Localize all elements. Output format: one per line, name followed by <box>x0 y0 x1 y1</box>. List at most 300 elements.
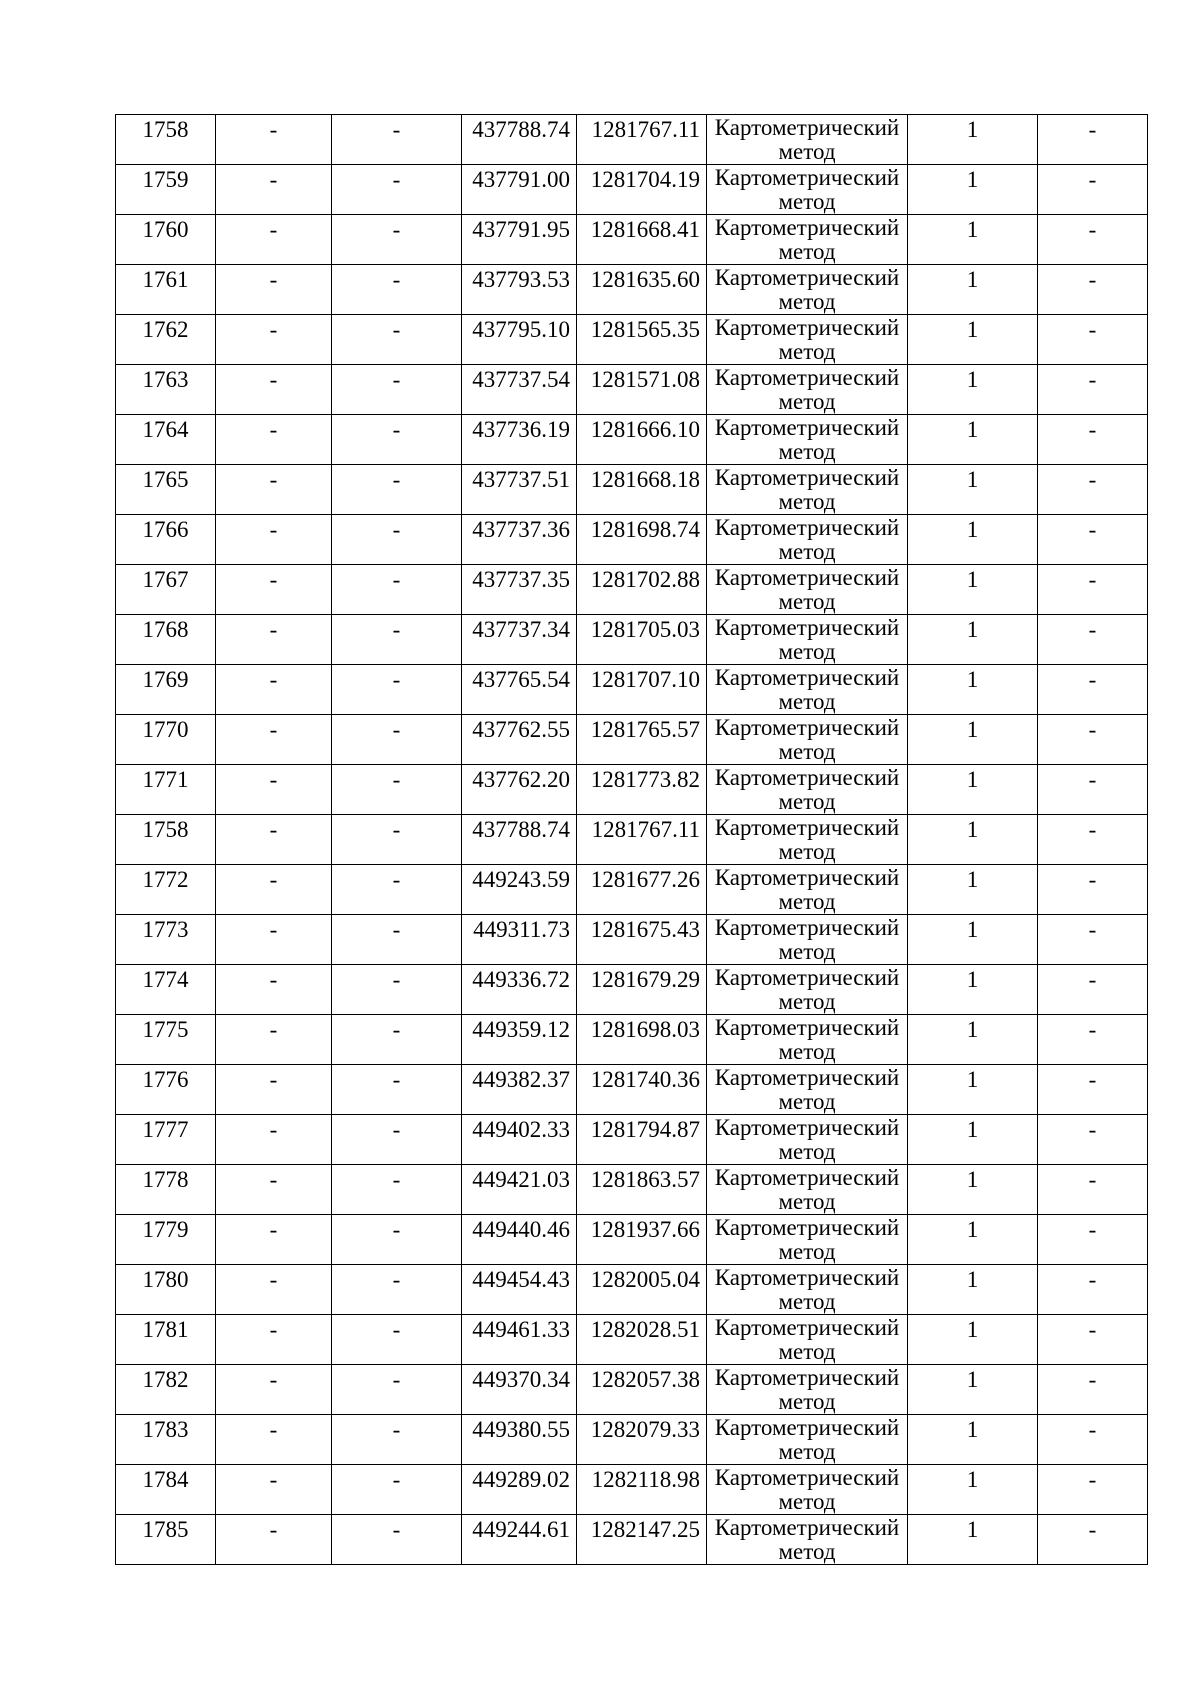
method-cell-text: Картометрический метод <box>714 865 900 914</box>
y-coordinate-cell-text: 1282028.51 <box>590 1317 700 1342</box>
method-cell-text: Картометрический метод <box>714 465 900 514</box>
y-coordinate-cell <box>577 1315 707 1365</box>
note-cell <box>1038 1115 1148 1165</box>
accuracy-cell <box>908 365 1038 415</box>
note-cell <box>1038 715 1148 765</box>
empty-value-cell <box>332 465 462 515</box>
method-cell <box>707 215 908 265</box>
empty-value-cell <box>332 1015 462 1065</box>
note-cell-text: - <box>1088 1167 1097 1192</box>
empty-value-cell <box>216 565 332 615</box>
empty-value-cell-text: - <box>269 867 278 892</box>
empty-value-cell-text: - <box>392 967 401 992</box>
y-coordinate-cell <box>577 765 707 815</box>
accuracy-cell-text: 1 <box>966 467 979 492</box>
note-cell <box>1038 1165 1148 1215</box>
y-coordinate-cell-text: 1281565.35 <box>590 317 700 342</box>
table-row <box>116 215 1148 265</box>
method-cell <box>707 1165 908 1215</box>
method-cell <box>707 715 908 765</box>
empty-value-cell <box>216 965 332 1015</box>
x-coordinate-cell-text: 437793.53 <box>472 267 570 292</box>
x-coordinate-cell-text: 437737.36 <box>472 517 570 542</box>
empty-value-cell <box>216 1465 332 1515</box>
empty-value-cell <box>332 215 462 265</box>
x-coordinate-cell-text: 437791.95 <box>472 217 570 242</box>
table-row <box>116 515 1148 565</box>
empty-value-cell-text: - <box>269 1317 278 1342</box>
point-number-cell-text: 1758 <box>142 817 189 842</box>
empty-value-cell-text: - <box>269 767 278 792</box>
x-coordinate-cell <box>462 265 577 315</box>
note-cell-text: - <box>1088 317 1097 342</box>
note-cell <box>1038 815 1148 865</box>
note-cell <box>1038 1465 1148 1515</box>
accuracy-cell-text: 1 <box>966 717 979 742</box>
method-cell-text: Картометрический метод <box>714 365 900 414</box>
y-coordinate-cell-text: 1281698.74 <box>590 517 700 542</box>
note-cell <box>1038 1415 1148 1465</box>
accuracy-cell-text: 1 <box>966 1017 979 1042</box>
empty-value-cell-text: - <box>269 1517 278 1542</box>
table-row <box>116 315 1148 365</box>
note-cell-text: - <box>1088 767 1097 792</box>
method-cell <box>707 915 908 965</box>
empty-value-cell-text: - <box>269 1417 278 1442</box>
point-number-cell-text: 1772 <box>142 867 189 892</box>
method-cell-text: Картометрический метод <box>714 1515 900 1564</box>
empty-value-cell-text: - <box>392 217 401 242</box>
table-row <box>116 1465 1148 1515</box>
note-cell <box>1038 1265 1148 1315</box>
method-cell-text: Картометрический метод <box>714 515 900 564</box>
note-cell-text: - <box>1088 567 1097 592</box>
empty-value-cell-text: - <box>269 817 278 842</box>
method-cell <box>707 765 908 815</box>
table-row <box>116 865 1148 915</box>
method-cell-text: Картометрический метод <box>714 565 900 614</box>
table-row <box>116 115 1148 165</box>
note-cell-text: - <box>1088 667 1097 692</box>
accuracy-cell-text: 1 <box>966 417 979 442</box>
empty-value-cell-text: - <box>392 267 401 292</box>
point-number-cell <box>116 1315 216 1365</box>
accuracy-cell <box>908 1115 1038 1165</box>
x-coordinate-cell <box>462 365 577 415</box>
y-coordinate-cell-text: 1281863.57 <box>590 1167 700 1192</box>
empty-value-cell-text: - <box>269 1117 278 1142</box>
accuracy-cell-text: 1 <box>966 1317 979 1342</box>
empty-value-cell <box>216 115 332 165</box>
accuracy-cell <box>908 715 1038 765</box>
table-row <box>116 415 1148 465</box>
y-coordinate-cell <box>577 1515 707 1565</box>
method-cell <box>707 465 908 515</box>
x-coordinate-cell <box>462 165 577 215</box>
empty-value-cell <box>216 1215 332 1265</box>
x-coordinate-cell-text: 449382.37 <box>472 1067 570 1092</box>
method-cell <box>707 615 908 665</box>
note-cell-text: - <box>1088 1467 1097 1492</box>
method-cell-text: Картометрический метод <box>714 215 900 264</box>
y-coordinate-cell-text: 1281698.03 <box>590 1017 700 1042</box>
point-number-cell <box>116 915 216 965</box>
note-cell-text: - <box>1088 267 1097 292</box>
y-coordinate-cell <box>577 165 707 215</box>
method-cell-text: Картометрический метод <box>714 1265 900 1314</box>
y-coordinate-cell-text: 1281635.60 <box>590 267 700 292</box>
empty-value-cell-text: - <box>269 667 278 692</box>
accuracy-cell-text: 1 <box>966 517 979 542</box>
method-cell-text: Картометрический метод <box>714 915 900 964</box>
x-coordinate-cell <box>462 665 577 715</box>
table-row <box>116 715 1148 765</box>
table-row <box>116 665 1148 715</box>
empty-value-cell-text: - <box>392 1417 401 1442</box>
point-number-cell-text: 1761 <box>142 267 189 292</box>
accuracy-cell <box>908 915 1038 965</box>
empty-value-cell <box>216 315 332 365</box>
y-coordinate-cell <box>577 365 707 415</box>
empty-value-cell-text: - <box>392 667 401 692</box>
note-cell-text: - <box>1088 917 1097 942</box>
point-number-cell <box>116 415 216 465</box>
note-cell <box>1038 765 1148 815</box>
empty-value-cell <box>216 1115 332 1165</box>
point-number-cell <box>116 1415 216 1465</box>
y-coordinate-cell-text: 1281767.11 <box>591 817 700 842</box>
empty-value-cell-text: - <box>269 917 278 942</box>
empty-value-cell <box>216 865 332 915</box>
point-number-cell <box>116 965 216 1015</box>
accuracy-cell <box>908 1315 1038 1365</box>
point-number-cell-text: 1771 <box>142 767 189 792</box>
method-cell-text: Картометрический метод <box>714 1365 900 1414</box>
x-coordinate-cell <box>462 865 577 915</box>
table-row <box>116 1215 1148 1265</box>
empty-value-cell-text: - <box>269 967 278 992</box>
method-cell <box>707 1265 908 1315</box>
empty-value-cell <box>332 415 462 465</box>
y-coordinate-cell-text: 1281666.10 <box>590 417 700 442</box>
method-cell <box>707 365 908 415</box>
y-coordinate-cell <box>577 915 707 965</box>
note-cell <box>1038 315 1148 365</box>
point-number-cell-text: 1765 <box>142 467 189 492</box>
empty-value-cell <box>216 1065 332 1115</box>
empty-value-cell <box>332 965 462 1015</box>
x-coordinate-cell-text: 449336.72 <box>472 967 570 992</box>
empty-value-cell <box>332 815 462 865</box>
method-cell <box>707 565 908 615</box>
point-number-cell-text: 1774 <box>142 967 189 992</box>
empty-value-cell-text: - <box>269 717 278 742</box>
method-cell-text: Картометрический метод <box>714 1015 900 1064</box>
empty-value-cell <box>216 615 332 665</box>
x-coordinate-cell <box>462 1365 577 1415</box>
empty-value-cell <box>332 1115 462 1165</box>
method-cell <box>707 115 908 165</box>
point-number-cell-text: 1764 <box>142 417 189 442</box>
x-coordinate-cell <box>462 315 577 365</box>
y-coordinate-cell <box>577 1165 707 1215</box>
x-coordinate-cell <box>462 1165 577 1215</box>
accuracy-cell-text: 1 <box>966 667 979 692</box>
empty-value-cell-text: - <box>392 1217 401 1242</box>
method-cell <box>707 315 908 365</box>
empty-value-cell <box>332 1265 462 1315</box>
empty-value-cell <box>332 515 462 565</box>
empty-value-cell <box>332 1315 462 1365</box>
table-row <box>116 1065 1148 1115</box>
y-coordinate-cell <box>577 465 707 515</box>
y-coordinate-cell <box>577 215 707 265</box>
accuracy-cell <box>908 165 1038 215</box>
note-cell-text: - <box>1088 167 1097 192</box>
accuracy-cell-text: 1 <box>966 1117 979 1142</box>
point-number-cell <box>116 765 216 815</box>
x-coordinate-cell-text: 449440.46 <box>472 1217 570 1242</box>
y-coordinate-cell <box>577 115 707 165</box>
empty-value-cell-text: - <box>392 917 401 942</box>
empty-value-cell-text: - <box>269 1217 278 1242</box>
method-cell-text: Картометрический метод <box>714 415 900 464</box>
accuracy-cell-text: 1 <box>966 617 979 642</box>
x-coordinate-cell <box>462 215 577 265</box>
y-coordinate-cell-text: 1281702.88 <box>590 567 700 592</box>
x-coordinate-cell-text: 437795.10 <box>472 317 570 342</box>
point-number-cell-text: 1777 <box>142 1117 189 1142</box>
table-row <box>116 1315 1148 1365</box>
y-coordinate-cell <box>577 1365 707 1415</box>
x-coordinate-cell-text: 449461.33 <box>472 1317 570 1342</box>
point-number-cell-text: 1783 <box>142 1417 189 1442</box>
accuracy-cell <box>908 1015 1038 1065</box>
x-coordinate-cell-text: 437791.00 <box>472 167 570 192</box>
empty-value-cell <box>216 915 332 965</box>
x-coordinate-cell-text: 437737.34 <box>472 617 570 642</box>
note-cell <box>1038 415 1148 465</box>
empty-value-cell-text: - <box>269 167 278 192</box>
y-coordinate-cell <box>577 1015 707 1065</box>
accuracy-cell <box>908 1065 1038 1115</box>
y-coordinate-cell-text: 1282057.38 <box>590 1367 700 1392</box>
method-cell-text: Картометрический метод <box>714 115 900 164</box>
empty-value-cell <box>216 465 332 515</box>
y-coordinate-cell-text: 1281767.11 <box>591 117 700 142</box>
table-row <box>116 465 1148 515</box>
point-number-cell <box>116 515 216 565</box>
point-number-cell-text: 1769 <box>142 667 189 692</box>
empty-value-cell <box>332 1215 462 1265</box>
accuracy-cell-text: 1 <box>966 1467 979 1492</box>
table-row <box>116 1015 1148 1065</box>
accuracy-cell <box>908 1365 1038 1415</box>
table-row <box>116 815 1148 865</box>
empty-value-cell-text: - <box>269 1267 278 1292</box>
point-number-cell <box>116 1465 216 1515</box>
y-coordinate-cell <box>577 615 707 665</box>
note-cell <box>1038 115 1148 165</box>
accuracy-cell-text: 1 <box>966 1167 979 1192</box>
point-number-cell <box>116 715 216 765</box>
note-cell-text: - <box>1088 117 1097 142</box>
y-coordinate-cell-text: 1282118.98 <box>591 1467 700 1492</box>
point-number-cell <box>116 165 216 215</box>
x-coordinate-cell-text: 449359.12 <box>472 1017 570 1042</box>
note-cell-text: - <box>1088 867 1097 892</box>
note-cell <box>1038 1065 1148 1115</box>
method-cell <box>707 865 908 915</box>
empty-value-cell <box>332 1165 462 1215</box>
method-cell <box>707 1515 908 1565</box>
x-coordinate-cell <box>462 415 577 465</box>
empty-value-cell <box>332 1365 462 1415</box>
empty-value-cell <box>216 665 332 715</box>
point-number-cell <box>116 365 216 415</box>
accuracy-cell <box>908 1215 1038 1265</box>
empty-value-cell <box>216 215 332 265</box>
empty-value-cell <box>216 1015 332 1065</box>
accuracy-cell <box>908 1165 1038 1215</box>
empty-value-cell <box>216 265 332 315</box>
accuracy-cell <box>908 1465 1038 1515</box>
point-number-cell <box>116 1015 216 1065</box>
y-coordinate-cell-text: 1282079.33 <box>590 1417 700 1442</box>
x-coordinate-cell <box>462 1265 577 1315</box>
x-coordinate-cell-text: 449402.33 <box>472 1117 570 1142</box>
method-cell <box>707 815 908 865</box>
table-row <box>116 1165 1148 1215</box>
empty-value-cell-text: - <box>392 1167 401 1192</box>
accuracy-cell <box>908 265 1038 315</box>
note-cell <box>1038 865 1148 915</box>
point-number-cell-text: 1759 <box>142 167 189 192</box>
accuracy-cell <box>908 1515 1038 1565</box>
y-coordinate-cell-text: 1282005.04 <box>590 1267 700 1292</box>
accuracy-cell <box>908 1265 1038 1315</box>
y-coordinate-cell-text: 1281794.87 <box>590 1117 700 1142</box>
empty-value-cell-text: - <box>392 1467 401 1492</box>
empty-value-cell-text: - <box>392 767 401 792</box>
note-cell <box>1038 1315 1148 1365</box>
accuracy-cell-text: 1 <box>966 267 979 292</box>
x-coordinate-cell <box>462 1415 577 1465</box>
note-cell <box>1038 265 1148 315</box>
empty-value-cell-text: - <box>269 417 278 442</box>
empty-value-cell-text: - <box>269 1467 278 1492</box>
empty-value-cell <box>332 1515 462 1565</box>
point-number-cell <box>116 465 216 515</box>
point-number-cell-text: 1763 <box>142 367 189 392</box>
method-cell-text: Картометрический метод <box>714 315 900 364</box>
x-coordinate-cell-text: 437737.51 <box>472 467 570 492</box>
note-cell-text: - <box>1088 417 1097 442</box>
empty-value-cell <box>332 565 462 615</box>
coordinates-table <box>115 114 1148 1565</box>
accuracy-cell <box>908 765 1038 815</box>
y-coordinate-cell <box>577 1065 707 1115</box>
note-cell-text: - <box>1088 1517 1097 1542</box>
accuracy-cell <box>908 115 1038 165</box>
x-coordinate-cell <box>462 565 577 615</box>
point-number-cell-text: 1758 <box>142 117 189 142</box>
x-coordinate-cell <box>462 1215 577 1265</box>
empty-value-cell-text: - <box>269 217 278 242</box>
note-cell <box>1038 165 1148 215</box>
point-number-cell-text: 1778 <box>142 1167 189 1192</box>
note-cell <box>1038 1015 1148 1065</box>
method-cell <box>707 1115 908 1165</box>
accuracy-cell-text: 1 <box>966 1217 979 1242</box>
note-cell-text: - <box>1088 1117 1097 1142</box>
y-coordinate-cell-text: 1281937.66 <box>590 1217 700 1242</box>
accuracy-cell-text: 1 <box>966 867 979 892</box>
note-cell <box>1038 1215 1148 1265</box>
y-coordinate-cell-text: 1281679.29 <box>590 967 700 992</box>
x-coordinate-cell <box>462 615 577 665</box>
empty-value-cell-text: - <box>269 1367 278 1392</box>
y-coordinate-cell-text: 1281773.82 <box>590 767 700 792</box>
empty-value-cell <box>332 615 462 665</box>
x-coordinate-cell <box>462 715 577 765</box>
point-number-cell <box>116 1365 216 1415</box>
method-cell-text: Картометрический метод <box>714 1165 900 1214</box>
point-number-cell <box>116 1265 216 1315</box>
accuracy-cell <box>908 865 1038 915</box>
method-cell <box>707 1465 908 1515</box>
empty-value-cell <box>216 365 332 415</box>
empty-value-cell-text: - <box>269 117 278 142</box>
empty-value-cell-text: - <box>392 1117 401 1142</box>
empty-value-cell <box>332 265 462 315</box>
accuracy-cell-text: 1 <box>966 817 979 842</box>
point-number-cell-text: 1781 <box>142 1317 189 1342</box>
table-row <box>116 1115 1148 1165</box>
accuracy-cell <box>908 515 1038 565</box>
note-cell <box>1038 565 1148 615</box>
empty-value-cell <box>332 115 462 165</box>
note-cell <box>1038 1515 1148 1565</box>
empty-value-cell-text: - <box>269 367 278 392</box>
empty-value-cell-text: - <box>392 817 401 842</box>
y-coordinate-cell <box>577 665 707 715</box>
accuracy-cell <box>908 565 1038 615</box>
empty-value-cell-text: - <box>392 1367 401 1392</box>
point-number-cell-text: 1776 <box>142 1067 189 1092</box>
table-row <box>116 915 1148 965</box>
accuracy-cell <box>908 615 1038 665</box>
note-cell <box>1038 515 1148 565</box>
y-coordinate-cell-text: 1282147.25 <box>590 1517 700 1542</box>
empty-value-cell-text: - <box>392 1317 401 1342</box>
note-cell-text: - <box>1088 717 1097 742</box>
note-cell <box>1038 465 1148 515</box>
x-coordinate-cell-text: 437788.74 <box>472 817 570 842</box>
method-cell-text: Картометрический метод <box>714 765 900 814</box>
empty-value-cell <box>332 315 462 365</box>
method-cell <box>707 1315 908 1365</box>
point-number-cell <box>116 1065 216 1115</box>
y-coordinate-cell <box>577 1265 707 1315</box>
y-coordinate-cell-text: 1281668.41 <box>590 217 700 242</box>
x-coordinate-cell-text: 449289.02 <box>472 1467 570 1492</box>
accuracy-cell <box>908 215 1038 265</box>
method-cell <box>707 515 908 565</box>
x-coordinate-cell-text: 437737.54 <box>472 367 570 392</box>
method-cell-text: Картометрический метод <box>714 265 900 314</box>
point-number-cell-text: 1767 <box>142 567 189 592</box>
